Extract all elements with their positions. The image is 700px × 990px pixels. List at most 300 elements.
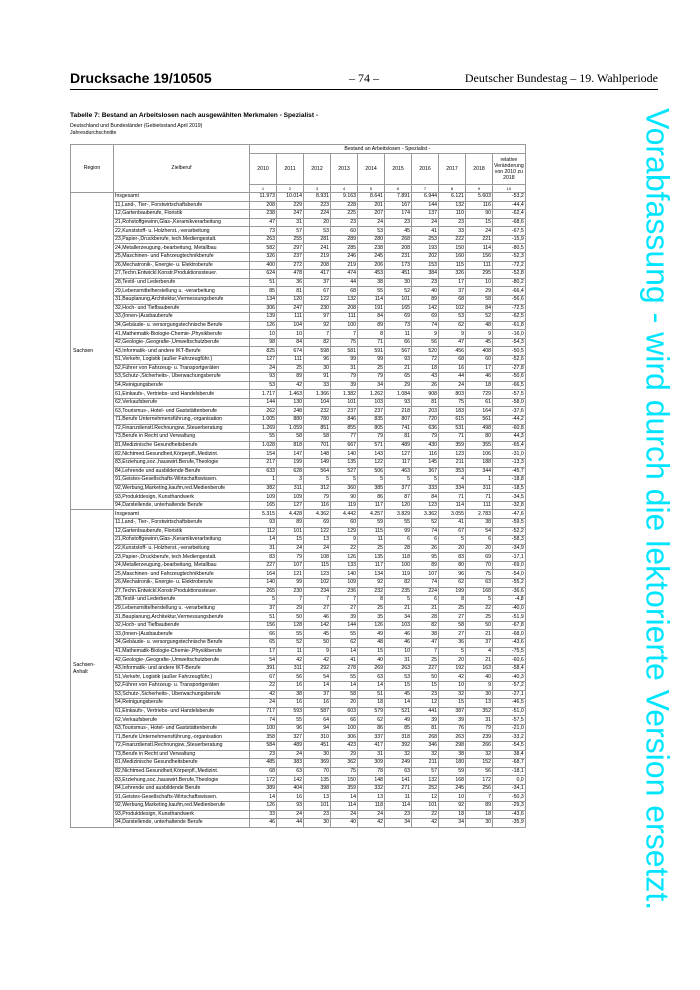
count-value: 38 [439,750,466,759]
count-value: 81 [412,724,439,733]
occupation-label: 34,Gebäude- u. versorgungstechnische Berufe [114,321,250,330]
count-value: 160 [439,253,466,262]
count-value: 21 [466,656,493,665]
count-value: 69 [466,553,493,562]
count-value: 206 [358,261,385,270]
count-value: 25 [412,656,439,665]
count-value: 75 [466,570,493,579]
count-value: 9 [331,536,358,545]
count-value: 62 [358,716,385,725]
count-value: 489 [277,742,304,751]
occupation-label: 42,Geologie-,Geografie-,Umweltschutzberufe [114,338,250,347]
count-value: 506 [358,467,385,476]
count-value: 93 [385,398,412,407]
count-value: 24 [304,544,331,553]
count-value: 59 [439,767,466,776]
count-value: 67 [304,287,331,296]
count-value: 1.028 [250,441,277,450]
count-value: 90 [331,493,358,502]
count-value: 164 [466,407,493,416]
count-value: 236 [331,587,358,596]
occupation-label: 24,Metallerzeugung,-bearbeitung, Metallbau [114,244,250,253]
table-row [71,656,526,665]
count-value: 42 [277,656,304,665]
count-value: 30 [304,750,331,759]
count-value: 89 [277,373,304,382]
relative-change-value: -54,3 [493,338,526,347]
table-row [71,304,526,313]
count-value: 227 [412,664,439,673]
table-row [71,390,526,399]
count-value: 268 [412,733,439,742]
count-value: 93 [277,802,304,811]
count-value: 96 [439,570,466,579]
occupation-label: 22,Kunststoff- u. Holzherst.,-verarbeitung [114,227,250,236]
count-value: 15 [385,681,412,690]
year-header: 2017 [439,154,466,185]
count-value: 23 [304,810,331,819]
column-number: 6 [385,185,412,193]
count-value: 75 [439,398,466,407]
count-value: 404 [277,784,304,793]
count-value: 116 [304,501,331,510]
count-value: 145 [412,458,439,467]
relative-change-value: -34,1 [493,784,526,793]
relative-change-value: -62,4 [493,210,526,219]
column-number: 1 [250,185,277,193]
count-value: 48 [358,639,385,648]
count-value: 101 [331,398,358,407]
count-value: 8 [358,330,385,339]
count-value: 53 [439,313,466,322]
count-value: 65 [385,373,412,382]
count-value: 14 [250,536,277,545]
count-value: 24 [250,699,277,708]
count-value: 50 [466,621,493,630]
count-value: 451 [304,742,331,751]
count-value: 2.783 [466,510,493,519]
occupation-label: 51,Verkehr, Logistik (außer Fahrzeugführ.) [114,673,250,682]
count-value: 14 [385,699,412,708]
table-row [71,458,526,467]
count-value: 26 [412,381,439,390]
count-value: 103 [358,398,385,407]
count-value: 387 [439,707,466,716]
count-value: 27 [439,630,466,639]
count-value: 147 [277,450,304,459]
relative-change-value: -27,8 [493,364,526,373]
count-value: 615 [439,416,466,425]
table-row [71,201,526,210]
count-value: 128 [277,621,304,630]
count-value: 127 [277,501,304,510]
count-value: 29 [466,287,493,296]
count-value: 174 [385,210,412,219]
count-value: 16 [304,699,331,708]
count-value: 150 [439,244,466,253]
count-value: 24 [277,544,304,553]
count-value: 153 [412,261,439,270]
table-row [71,321,526,330]
count-value: 34 [439,819,466,828]
table-subtitle: Deutschland und Bundesländer (Gebietsstand April 2019) [70,123,203,129]
count-value: 58 [331,690,358,699]
occupation-label: 84,Lehrende und ausbildende Berufe [114,784,250,793]
count-value: 55 [331,630,358,639]
count-value: 89 [466,802,493,811]
page-header [70,70,658,88]
count-value: 880 [277,416,304,425]
count-value: 62 [439,321,466,330]
column-number: 3 [304,185,331,193]
count-value: 14 [331,681,358,690]
count-value: 14 [331,793,358,802]
count-value: 478 [277,270,304,279]
count-value: 57 [277,227,304,236]
count-value: 89 [412,295,439,304]
count-value: 96 [304,355,331,364]
count-value: 66 [385,338,412,347]
count-value: 667 [331,441,358,450]
count-value: 35 [358,613,385,622]
parliament-session: Deutscher Bundestag – 19. Wahlperiode [464,71,658,85]
count-value: 587 [304,707,331,716]
count-value: 16 [277,793,304,802]
count-value: 729 [466,390,493,399]
relative-change-value: -66,4 [493,287,526,296]
count-value: 91 [304,373,331,382]
count-value: 211 [439,458,466,467]
table-row [71,699,526,708]
region-cell [71,510,114,827]
occupation-label: 11,Land-, Tier-, Forstwirtschaftsberufe [114,201,250,210]
count-value: 115 [358,527,385,536]
count-value: 120 [277,295,304,304]
count-value: 25 [358,544,385,553]
count-value: 193 [412,244,439,253]
count-value: 122 [304,295,331,304]
occupation-label: 94,Darstellende, unterhaltende Berufe [114,501,250,510]
count-value: 23 [385,218,412,227]
count-value: 353 [439,467,466,476]
relative-change-value: -32,8 [493,501,526,510]
occupation-label: 43,Informatik- und andere IKT-Berufe [114,664,250,673]
occupation-label: 41,Mathematik-Biologie-Chemie-,Physikberufe [114,647,250,656]
count-value: 21 [466,630,493,639]
count-value: 10 [277,330,304,339]
count-value: 63 [277,767,304,776]
table-row [71,587,526,596]
count-value: 7.891 [385,193,412,202]
count-value: 67 [250,673,277,682]
table-row [71,750,526,759]
relative-change-value: -13,3 [493,458,526,467]
count-value: 140 [331,450,358,459]
count-value: 74 [412,579,439,588]
table-row [71,784,526,793]
count-value: 37 [466,639,493,648]
count-value: 111 [277,313,304,322]
count-value: 280 [358,235,385,244]
relative-change-value: 0,0 [493,776,526,785]
count-value: 39 [331,613,358,622]
count-value: 69 [304,518,331,527]
column-number: 4 [331,185,358,193]
relative-change-value: -75,5 [493,647,526,656]
occupation-label: 33,(Innen-)Ausbauberufe [114,313,250,322]
count-value: 100 [331,724,358,733]
count-value: 63 [466,579,493,588]
count-value: 228 [331,201,358,210]
count-value: 45 [466,338,493,347]
count-value: 52 [385,287,412,296]
count-value: 55 [358,287,385,296]
count-value: 15 [358,647,385,656]
count-value: 53 [250,381,277,390]
table-row [71,776,526,785]
relative-change-value: -31,0 [493,450,526,459]
column-number: 9 [466,185,493,193]
region-name-line: Anhalt [73,668,88,675]
count-value: 234 [304,587,331,596]
count-value: 52 [277,639,304,648]
count-value: 30 [304,364,331,373]
occupation-label: 92,Werbung,Marketing,kaufm,red.Medienberufe [114,484,250,493]
count-value: 245 [358,253,385,262]
year-header: 2016 [412,154,439,185]
count-value: 68 [439,355,466,364]
table-row [71,381,526,390]
count-value: 183 [439,407,466,416]
table-row [71,501,526,510]
relative-change-value: -27,1 [493,690,526,699]
count-value: 346 [412,742,439,751]
count-value: 75 [331,767,358,776]
count-value: 63 [385,767,412,776]
occupation-label: Insgesamt [114,193,250,202]
count-value: 400 [250,261,277,270]
count-value: 63 [358,673,385,682]
count-value: 27 [439,613,466,622]
relative-change-value: -55,2 [493,579,526,588]
count-value: 232 [304,407,331,416]
relative-change-value: -44,4 [493,201,526,210]
count-value: 53 [358,227,385,236]
occupation-label: 34,Gebäude- u. versorgungstechnische Berufe [114,639,250,648]
relative-change-value: -15,9 [493,235,526,244]
occupation-label: 33,(Innen-)Ausbauberufe [114,630,250,639]
count-value: 211 [412,759,439,768]
occupation-label: 31,Bauplanung,Architektur,Vermessungsberufe [114,295,250,304]
table-row [71,476,526,485]
table-row [71,270,526,279]
count-value: 117 [358,501,385,510]
occupation-label: 21,Rohstoffgewinn,Glas-,Keramikverarbeitung [114,218,250,227]
count-value: 24 [277,810,304,819]
count-value: 119 [385,570,412,579]
count-value: 101 [277,527,304,536]
count-value: 31 [358,750,385,759]
count-value: 367 [412,467,439,476]
count-value: 24 [358,810,385,819]
column-number: 5 [358,185,385,193]
count-value: 3.362 [412,510,439,519]
count-value: 23 [250,750,277,759]
column-number: 8 [439,185,466,193]
count-value: 9 [304,647,331,656]
count-value: 108 [304,553,331,562]
count-value: 68 [439,295,466,304]
count-value: 835 [358,416,385,425]
count-value: 11 [385,793,412,802]
table-row [71,733,526,742]
count-value: 62 [331,639,358,648]
count-value: 135 [304,776,331,785]
count-value: 97 [304,313,331,322]
count-value: 102 [439,304,466,313]
count-value: 598 [304,347,331,356]
count-value: 48 [466,321,493,330]
count-value: 10 [439,681,466,690]
count-value: 818 [277,441,304,450]
count-value: 392 [385,742,412,751]
table-row [71,596,526,605]
count-value: 208 [250,201,277,210]
count-value: 337 [358,733,385,742]
column-number: 7 [412,185,439,193]
count-value: 717 [250,707,277,716]
count-value: 50 [277,613,304,622]
table-row [71,681,526,690]
count-value: 107 [412,570,439,579]
count-value: 54 [250,656,277,665]
count-value: 37 [304,690,331,699]
count-value: 100 [331,321,358,330]
count-value: 855 [331,424,358,433]
count-value: 55 [385,518,412,527]
count-value: 47 [412,639,439,648]
count-value: 344 [466,467,493,476]
count-value: 224 [304,210,331,219]
count-value: 172 [466,776,493,785]
relative-change-value: -40,3 [493,673,526,682]
count-value: 93 [250,373,277,382]
occupation-label: 29,Lebensmittelherstellung u. -verarbeitung [114,604,250,613]
relative-change-value: -67,8 [493,621,526,630]
relative-change-value: -58,3 [493,536,526,545]
count-value: 318 [385,733,412,742]
occupation-label: 11,Land-, Tier-, Forstwirtschaftsberufe [114,518,250,527]
table-row [71,707,526,716]
count-value: 40 [466,673,493,682]
count-value: 13 [466,699,493,708]
count-value: 4.442 [331,510,358,519]
count-value: 66 [331,716,358,725]
count-value: 417 [358,742,385,751]
count-value: 38 [277,690,304,699]
count-value: 633 [250,467,277,476]
count-value: 140 [250,579,277,588]
count-value: 55 [277,716,304,725]
table-row [71,416,526,425]
table-row [71,227,526,236]
count-value: 114 [331,802,358,811]
count-value: 265 [250,587,277,596]
count-value: 84 [358,313,385,322]
table-row [71,338,526,347]
count-value: 191 [358,304,385,313]
count-value: 1.366 [304,390,331,399]
count-value: 7 [331,330,358,339]
count-value: 22 [412,810,439,819]
count-value: 142 [304,621,331,630]
count-value: 441 [412,707,439,716]
count-value: 150 [331,776,358,785]
table-row [71,664,526,673]
occupation-label: 29,Lebensmittelherstellung u. -verarbeitung [114,287,250,296]
relative-change-value: -57,5 [493,390,526,399]
relative-change-value: -65,4 [493,441,526,450]
relative-change-value: -47,6 [493,510,526,519]
relative-change-value: -52,8 [493,270,526,279]
count-value: 42 [412,819,439,828]
count-value: 385 [358,484,385,493]
table-row [71,553,526,562]
occupation-label: 24,Metallerzeugung,-bearbeitung, Metallbau [114,561,250,570]
count-value: 92 [358,579,385,588]
count-value: 225 [331,210,358,219]
occupation-label: 81,Medizinische Gesundheitsberufe [114,759,250,768]
count-value: 256 [466,784,493,793]
count-value: 355 [466,441,493,450]
count-value: 5.603 [466,193,493,202]
count-value: 100 [250,724,277,733]
count-value: 132 [412,776,439,785]
count-value: 71 [439,493,466,502]
count-value: 10 [466,278,493,287]
count-value: 636 [412,424,439,433]
count-value: 132 [439,201,466,210]
table-row [71,210,526,219]
count-value: 263 [385,664,412,673]
relative-change-value: -62,5 [493,313,526,322]
count-value: 86 [358,493,385,502]
count-value: 126 [250,802,277,811]
count-value: 154 [250,450,277,459]
occupation-label: 31,Bauplanung,Architektur,Vermessungsberufe [114,613,250,622]
count-value: 207 [358,210,385,219]
count-value: 309 [358,759,385,768]
count-value: 83 [439,553,466,562]
count-value: 10 [439,793,466,802]
count-value: 101 [412,802,439,811]
count-value: 235 [385,587,412,596]
count-value: 238 [358,244,385,253]
count-value: 31 [331,364,358,373]
count-value: 18 [466,810,493,819]
occupation-label: 71,Berufe Unternehmensführung,-organisation [114,733,250,742]
count-value: 253 [412,235,439,244]
count-value: 7 [412,647,439,656]
count-value: 25 [358,364,385,373]
table-row [71,193,526,202]
occupation-label: 73,Berufe in Recht und Verwaltung [114,433,250,442]
relative-change-value: -58,0 [493,398,526,407]
column-number: 2 [277,185,304,193]
count-value: 21 [385,604,412,613]
count-value: 571 [358,441,385,450]
relative-change-value: -50,6 [493,373,526,382]
